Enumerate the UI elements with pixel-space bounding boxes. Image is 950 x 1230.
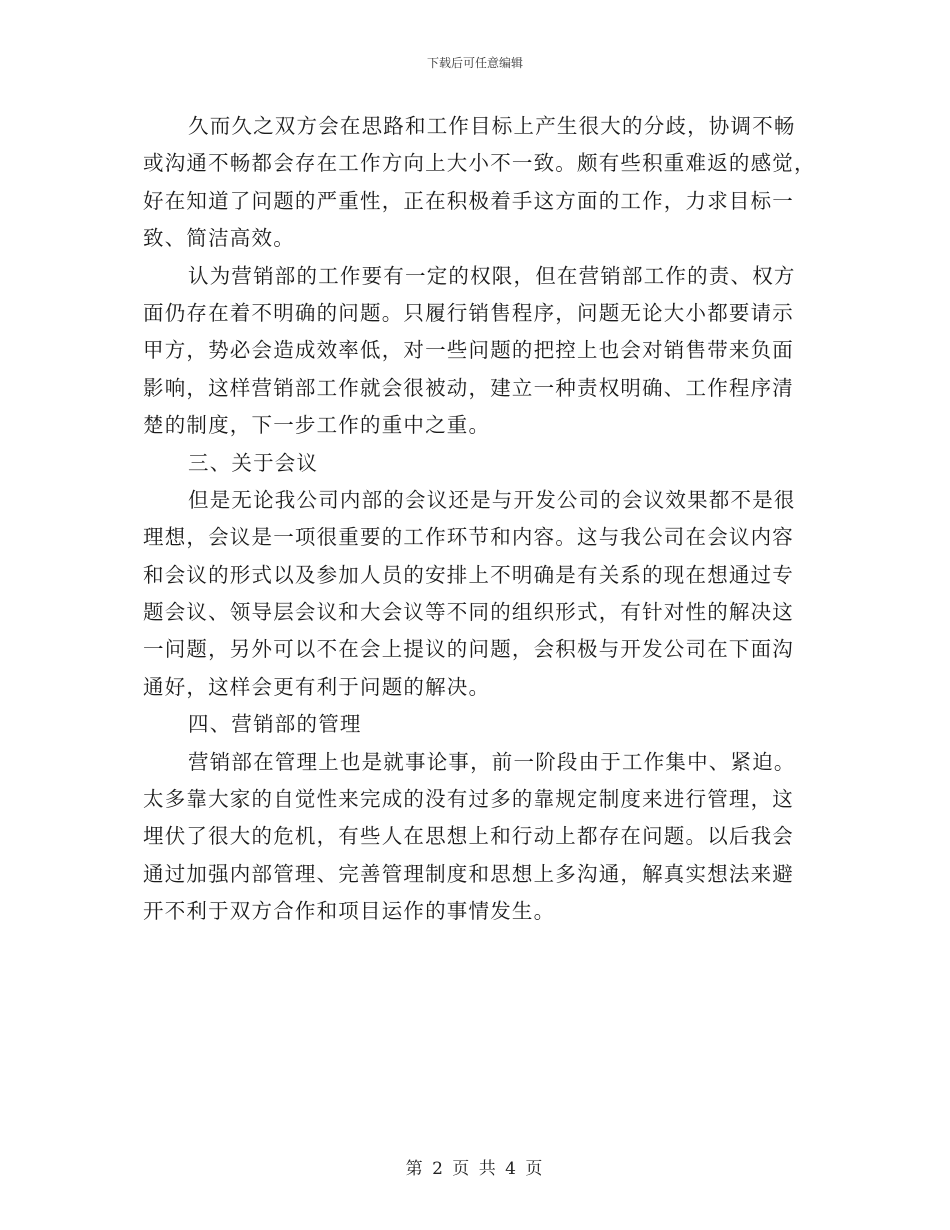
body-line: 题会议、领导层会议和大会议等不同的组织形式，有针对性的解决这 xyxy=(143,600,794,625)
page-header: 下载后可任意编辑 xyxy=(426,56,523,70)
body-line: 或沟通不畅都会存在工作方向上大小不一致。颇有些积重难返的感觉， xyxy=(143,151,816,176)
page-number: 第 2 页 共 4 页 xyxy=(405,1159,545,1179)
body-line: 认为营销部的工作要有一定的权限，但在营销部工作的责、权方 xyxy=(188,263,796,288)
body-line: 通过加强内部管理、完善管理制度和思想上多沟通，解真实想法来避 xyxy=(143,861,794,886)
body-line: 甲方，势必会造成效率低，对一些问题的把控上也会对销售带来负面 xyxy=(143,338,794,363)
body-line: 和会议的形式以及参加人员的安排上不明确是有关系的现在想通过专 xyxy=(143,562,794,587)
body-line: 理想，会议是一项很重要的工作环节和内容。这与我公司在会议内容 xyxy=(143,525,794,550)
body-line: 好在知道了问题的严重性，正在积极着手这方面的工作，力求目标一 xyxy=(143,188,794,213)
body-line: 营销部在管理上也是就事论事，前一阶段由于工作集中、紧迫。 xyxy=(188,749,796,774)
body-line: 一问题，另外可以不在会上提议的问题，会积极与开发公司在下面沟 xyxy=(143,637,794,662)
body-line: 通好，这样会更有利于问题的解决。 xyxy=(143,674,491,699)
body-line: 但是无论我公司内部的会议还是与开发公司的会议效果都不是很 xyxy=(188,487,796,512)
body-line: 致、简洁高效。 xyxy=(143,226,295,251)
section-heading: 四、营销部的管理 xyxy=(188,712,362,737)
body-line: 埋伏了很大的危机，有些人在思想上和行动上都存在问题。以后我会 xyxy=(143,824,794,849)
body-line: 面仍存在着不明确的问题。只履行销售程序，问题无论大小都要请示 xyxy=(143,300,794,325)
body-line: 开不利于双方合作和项目运作的事情发生。 xyxy=(143,899,556,924)
section-heading: 三、关于会议 xyxy=(188,450,319,475)
body-line: 影响，这样营销部工作就会很被动，建立一种责权明确、工作程序清 xyxy=(143,375,794,400)
document-body xyxy=(143,108,816,931)
body-line: 太多靠大家的自觉性来完成的没有过多的靠规定制度来进行管理，这 xyxy=(143,787,794,812)
body-line: 楚的制度，下一步工作的重中之重。 xyxy=(143,413,491,438)
body-line: 久而久之双方会在思路和工作目标上产生很大的分歧，协调不畅 xyxy=(188,114,796,138)
